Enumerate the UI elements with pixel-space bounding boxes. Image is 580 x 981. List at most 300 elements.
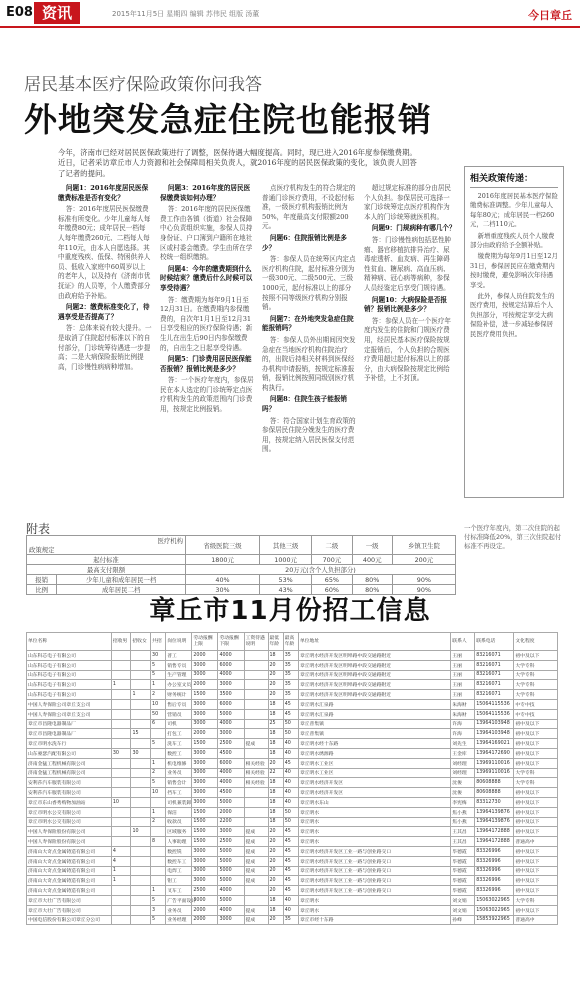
table-cell: 5000 [218, 876, 244, 886]
table-row [27, 846, 558, 856]
table-cell: 3000 [192, 846, 218, 856]
table-row [27, 856, 558, 866]
table-cell: 83216071 [475, 680, 514, 690]
table-cell: 机电维修 [166, 758, 192, 768]
table-row [27, 748, 558, 758]
recruit-title: 章丘市11月份招工信息 [149, 596, 431, 626]
table-cell: 5000 [218, 856, 244, 866]
table-cell: 13969110016 [475, 758, 514, 768]
table-cell: 5000 [218, 797, 244, 807]
table-cell [244, 748, 268, 758]
table-cell: 6 [151, 719, 166, 729]
table-cell: 营销员 [166, 709, 192, 719]
table-cell: 45 [283, 846, 298, 856]
column-header: 工资待遇说明 [244, 633, 268, 651]
table-cell [111, 690, 131, 700]
table-cell: 35 [283, 915, 298, 925]
table-cell [151, 876, 166, 886]
table-cell: 章丘明水绣源路 [298, 748, 450, 758]
table-cell: 初中及以下 [514, 886, 558, 896]
table-cell: 83326996 [475, 886, 514, 896]
table-cell: 章丘明水经十东路 [298, 739, 450, 749]
table-cell: 章丘明水经济开发区 [298, 788, 450, 798]
table-cell: 13964139876 [475, 817, 514, 827]
table-cell: 保洁 [166, 807, 192, 817]
table-cell: 15064115536 [475, 699, 514, 709]
table-cell: 18 [268, 817, 283, 827]
table-cell: 电焊工 [166, 866, 192, 876]
table-cell: 2500 [218, 739, 244, 749]
table-row [27, 758, 558, 768]
table-cell: 20 [268, 680, 283, 690]
table-cell: 20 [268, 886, 283, 896]
table-cell [244, 788, 268, 798]
table-cell: 18 [268, 905, 283, 915]
table-cell: 济南山大奇点金属铸造有限公司 [27, 876, 112, 886]
table-cell: 章丘市大壮广告有限公司 [27, 895, 112, 905]
table-cell: 3000 [192, 778, 218, 788]
table-cell: 18 [268, 895, 283, 905]
table-cell: 销售会计 [166, 778, 192, 788]
column-header: 其他三级 [260, 536, 312, 555]
table-cell [131, 856, 151, 866]
table-cell: 13964172888 [475, 837, 514, 847]
table-cell: 45 [283, 699, 298, 709]
table-cell [244, 699, 268, 709]
table-cell: 广告平面设计 [166, 895, 192, 905]
table-cell [111, 699, 131, 709]
table-cell [244, 797, 268, 807]
table-cell [111, 670, 131, 680]
table-cell: 章丘明水 [298, 837, 450, 847]
table-cell: 20 [268, 856, 283, 866]
table-cell: 3000 [192, 670, 218, 680]
table-cell: 毕德霞 [451, 866, 475, 876]
table-cell [131, 895, 151, 905]
table-cell: 焦小燕 [451, 807, 475, 817]
table-cell: 4000 [218, 886, 244, 896]
table-cell: 2 [151, 817, 166, 827]
table-cell [111, 768, 131, 778]
sidebar-paragraph: 缴费期为每年9月1日至12月31日，参保居民应在缴费期内按时缴费，避免影响次年待遇享受。 [470, 252, 558, 289]
table-cell: 章丘明水经济开发区工业一路与创业路交口 [298, 866, 450, 876]
table-cell: 章丘明水 [298, 827, 450, 837]
table-cell: 5 [151, 670, 166, 680]
table-cell: 济南山大奇点金属铸造有限公司 [27, 886, 112, 896]
table-cell: 18 [268, 797, 283, 807]
table-cell: 1500 [192, 837, 218, 847]
table-row [27, 690, 558, 700]
table-cell: 3000 [218, 827, 244, 837]
table-cell: 15064115536 [475, 709, 514, 719]
table-cell: 20 [268, 827, 283, 837]
table-cell: 章丘明水经济开发区明埠路中段交通路附近 [298, 680, 450, 690]
table-cell: 3000 [192, 709, 218, 719]
table-cell: 王丽 [451, 690, 475, 700]
table-cell: 初中及以下 [514, 797, 558, 807]
table-cell: 章丘明水东山 [298, 797, 450, 807]
table-cell [151, 856, 166, 866]
table-cell: 刘文娟 [451, 905, 475, 915]
table-cell: 35 [283, 680, 298, 690]
table-cell: 初中及以下 [514, 748, 558, 758]
table-cell: 45 [283, 709, 298, 719]
table-cell: 20 [268, 660, 283, 670]
table-cell: 中专中技 [514, 709, 558, 719]
row-label: 最高支付限额 [27, 565, 186, 575]
table-cell: 办公室文员 [166, 680, 192, 690]
table-cell [151, 748, 166, 758]
table-cell: 2500 [218, 837, 244, 847]
question-heading: 问题9：门规病种有哪几个？ [371, 224, 456, 233]
table-cell: 35 [283, 670, 298, 680]
table-cell: 司机兼装卸 [166, 797, 192, 807]
table-cell: 40 [283, 797, 298, 807]
table-row [27, 536, 456, 555]
table-cell [244, 660, 268, 670]
table-cell: 50 [283, 817, 298, 827]
table-cell: 王丽 [451, 651, 475, 661]
table-cell: 1 [111, 680, 131, 690]
table-cell: 章丘明水汇泉路 [298, 709, 450, 719]
table-cell [131, 797, 151, 807]
table-cell: 40 [283, 788, 298, 798]
table-row [27, 709, 558, 719]
table-cell: 章丘明水 [298, 895, 450, 905]
table-row [27, 797, 558, 807]
table-cell: 4000 [218, 651, 244, 661]
table-cell: 3000 [192, 768, 218, 778]
table-row [27, 768, 558, 778]
table-header-row [27, 633, 558, 651]
issue-meta: 2015年11月5日 星期四 编辑 苏伟民 组版 汤董 [112, 10, 260, 18]
table-cell: 18 [268, 651, 283, 661]
table-cell: 中国电信股份有限公司章丘分公司 [27, 915, 112, 925]
table-cell [131, 807, 151, 817]
table-cell: 章丘明水经济开发区明埠路中段交通路附近 [298, 651, 450, 661]
table-row [27, 827, 558, 837]
corner-bottom-label: 政策规定 [29, 546, 55, 554]
table-cell: 毕德霞 [451, 886, 475, 896]
table-cell: 6000 [218, 699, 244, 709]
table-cell: 章丘普集镇 [298, 719, 450, 729]
table-cell: 3000 [218, 729, 244, 739]
table-cell: 章丘市昌隆电器制品厂 [27, 729, 112, 739]
table-cell [244, 886, 268, 896]
table-cell: 中专中技 [514, 699, 558, 709]
table-cell: 朱海财 [451, 709, 475, 719]
sidebar-title: 相关政策传递： [470, 171, 558, 188]
table-cell: 90% [392, 575, 455, 585]
table-cell: 43% [260, 585, 312, 595]
table-cell: 洗车工 [166, 739, 192, 749]
table-cell [131, 866, 151, 876]
table-cell: 焦小燕 [451, 817, 475, 827]
table-cell: 20 [268, 876, 283, 886]
sidebar-paragraph: 2016年度居民基本医疗保险缴费标准调整。少年儿童每人每年80元；成年居民一档260元，二档110元。 [470, 192, 558, 229]
table-cell: 济南金猛工程机械有限公司 [27, 758, 112, 768]
table-cell: 1500 [192, 807, 218, 817]
table-cell [111, 817, 131, 827]
table-cell: 提成 [244, 866, 268, 876]
table-cell: 章丘普集镇 [298, 729, 450, 739]
table-cell: 章丘明水 [298, 817, 450, 827]
table-cell: 13964169021 [475, 739, 514, 749]
table-cell: 50 [151, 709, 166, 719]
table-cell: 3000 [192, 660, 218, 670]
table-cell: 安利莎汽车服装有限公司 [27, 788, 112, 798]
table-cell: 提成 [244, 876, 268, 886]
table-cell: 售后专员 [166, 699, 192, 709]
table-cell: 83216071 [475, 690, 514, 700]
table-note: 一个医疗年度内，第二次住院的起付标准降低20%，第三次住院起付标准不再设定。 [464, 524, 562, 550]
column-header: 招收男 [111, 633, 131, 651]
table-cell: 15 [131, 729, 151, 739]
table-cell: 初中及以下 [514, 651, 558, 661]
table-cell: 提成 [244, 837, 268, 847]
table-cell: 20万元(含个人负担部分) [186, 565, 456, 575]
table-cell: 20 [268, 915, 283, 925]
article-subtitle: 居民基本医疗保险政策你问我答 [24, 75, 262, 95]
table-cell: 2000 [218, 807, 244, 817]
table-cell: 章丘明水经济开发区工业一路与创业路交口 [298, 876, 450, 886]
table-cell: 3000 [192, 788, 218, 798]
table-cell: 普通高中 [514, 837, 558, 847]
table-cell: 济南山大奇点金属铸造有限公司 [27, 856, 112, 866]
table-row [27, 651, 558, 661]
table-cell: 40 [283, 739, 298, 749]
table-cell: 章丘明水经济开发区明埠路中段交通路附近 [298, 690, 450, 700]
table-cell: 沈俊 [451, 778, 475, 788]
table-cell: 50 [283, 807, 298, 817]
table-cell: 700元 [312, 555, 352, 565]
table-cell: 大学专科 [514, 670, 558, 680]
table-row [27, 575, 456, 585]
table-cell: 18 [268, 807, 283, 817]
table-cell: 初中及以下 [514, 866, 558, 876]
table-cell [151, 827, 166, 837]
table-cell: 章丘市东山香秀购物加油站 [27, 797, 112, 807]
table-cell: 初中及以下 [514, 788, 558, 798]
question-heading: 问题7：在外地突发急症住院能报销吗？ [262, 314, 354, 333]
table-cell: 销售专员 [166, 660, 192, 670]
table-corner [27, 536, 186, 555]
table-cell: 沈俊 [451, 788, 475, 798]
table-cell [111, 739, 131, 749]
table-cell: 20 [268, 670, 283, 680]
table-cell: 济南山大奇点金属铸造有限公司 [27, 866, 112, 876]
table-cell [131, 905, 151, 915]
table-cell: 3000 [192, 856, 218, 866]
policy-sidebar [464, 166, 564, 498]
question-heading: 问题8：住院生孩子能报销吗？ [262, 395, 348, 414]
table-cell: 18 [268, 778, 283, 788]
column-header: 岗位说明 [166, 633, 192, 651]
table-cell [131, 788, 151, 798]
table-cell: 2000 [192, 915, 218, 925]
table-cell: 83326996 [475, 856, 514, 866]
table-cell [244, 690, 268, 700]
table-cell: 大学专科 [514, 660, 558, 670]
table-cell: 初中及以下 [514, 846, 558, 856]
table-cell: 中国人寿保险股份有限公司 [27, 827, 112, 837]
table-cell: 40 [283, 768, 298, 778]
answer-paragraph: 答：参保人员外出期间因突发急症在当地医疗机构住院治疗的，出院后持相关材料到医保经办机构申请报销，按规定标准报销，报销比例按照同级别医疗机构执行。 [262, 335, 356, 392]
table-cell [111, 719, 131, 729]
table-cell: 刘文娟 [451, 895, 475, 905]
table-cell: 20 [268, 837, 283, 847]
table-cell: 初中及以下 [514, 856, 558, 866]
table-cell: 35 [283, 690, 298, 700]
table-cell: 王金库 [451, 748, 475, 758]
table-cell: 初中及以下 [514, 739, 558, 749]
table-cell: 5 [151, 660, 166, 670]
article-column-2 [160, 184, 254, 529]
table-cell [111, 905, 131, 915]
column-header: 联系电话 [475, 633, 514, 651]
table-cell: 收款员 [166, 817, 192, 827]
table-cell: 30 [151, 651, 166, 661]
table-row [27, 739, 558, 749]
table-cell: 初中及以下 [514, 719, 558, 729]
table-cell: 提成 [244, 915, 268, 925]
table-cell: 相关经验 [244, 758, 268, 768]
table-cell: 打包工 [166, 729, 192, 739]
table-cell: 83326996 [475, 876, 514, 886]
table-cell: 王丽 [451, 680, 475, 690]
table-cell: 数控铣 [166, 846, 192, 856]
table-cell [111, 778, 131, 788]
table-cell [111, 807, 131, 817]
table-cell: 3 [151, 905, 166, 915]
table-cell: 18 [268, 788, 283, 798]
table-cell: 李宪梅 [451, 797, 475, 807]
table-cell: 90% [392, 585, 455, 595]
table-cell: 13964172888 [475, 827, 514, 837]
table-cell: 60% [312, 585, 352, 595]
table-cell: 相关经验 [244, 778, 268, 788]
table-row [27, 660, 558, 670]
table-cell: 1500 [192, 827, 218, 837]
column-header: 联系人 [451, 633, 475, 651]
table-cell: 2200 [218, 817, 244, 827]
table-cell: 章丘市明水公交有限公司 [27, 817, 112, 827]
table-cell [111, 709, 131, 719]
table-cell: 3000 [192, 895, 218, 905]
table-cell: 45 [283, 827, 298, 837]
table-cell: 2000 [192, 729, 218, 739]
table-cell: 提成 [244, 905, 268, 915]
answer-paragraph: 点医疗机构发生的符合规定的普通门诊医疗费用，不设起付标准，一级医疗机构报销比例为50%，年度最高支付限额200元。 [262, 184, 356, 231]
table-cell: 13964103948 [475, 729, 514, 739]
table-cell: 40 [283, 905, 298, 915]
table-cell: 35 [283, 660, 298, 670]
table-row [27, 886, 558, 896]
row-label: 起付标准 [27, 555, 186, 565]
table-cell: 400元 [352, 555, 392, 565]
column-header: 文化程度 [514, 633, 558, 651]
table-cell: 15853922965 [475, 915, 514, 925]
table-cell: 3000 [192, 699, 218, 709]
answer-paragraph: 超过规定标准的部分由居民个人负担。参保居民可选择一家门诊统筹定点医疗机构作为本人的门诊统筹就医机构。 [364, 184, 452, 221]
column-header: 乡镇卫生院 [392, 536, 455, 555]
sidebar-paragraph: 新增重度残疾人员个人缴费部分由政府给予全额补贴。 [470, 231, 555, 250]
table-cell: 10 [151, 788, 166, 798]
table-cell: 5 [151, 778, 166, 788]
table-cell [131, 680, 151, 690]
answer-paragraph: 答：参保人员在统筹区内定点医疗机构住院，起付标准分别为一级300元、二级500元、三级1000元，起付标准以上的部分按照不同等级医疗机构分别报销。 [262, 255, 356, 312]
table-cell: 4500 [218, 748, 244, 758]
question-heading: 问题4：今年的缴费期到什么时候结束？缴费后什么时候可以享受待遇？ [160, 264, 253, 292]
table-cell [244, 807, 268, 817]
table-cell [131, 876, 151, 886]
sidebar-body [470, 192, 558, 492]
table-cell: 业务员 [166, 768, 192, 778]
table-cell [131, 768, 151, 778]
table-cell [131, 758, 151, 768]
table-row [27, 565, 456, 575]
table-cell: 王丽 [451, 660, 475, 670]
table-cell: 30 [131, 748, 151, 758]
column-header: 单位地址 [298, 633, 450, 651]
table-cell: 45 [283, 876, 298, 886]
table-cell: 20 [268, 690, 283, 700]
table-cell: 2 [151, 768, 166, 778]
table-cell: 5 [151, 915, 166, 925]
table-cell [244, 729, 268, 739]
table-cell [151, 846, 166, 856]
table-cell: 20 [268, 846, 283, 856]
article-headline: 外地突发急症住院也能报销 [24, 100, 432, 139]
table-cell: 80% [352, 575, 392, 585]
table-cell [244, 895, 268, 905]
page-header [0, 0, 580, 28]
table-cell: 200元 [392, 555, 455, 565]
question-heading: 问题6：住院报销比例是多少？ [262, 233, 348, 252]
table-cell: 83326996 [475, 866, 514, 876]
table-cell: 毕德霞 [451, 846, 475, 856]
table-cell [131, 699, 151, 709]
table-cell [131, 915, 151, 925]
table-cell: 83216071 [475, 660, 514, 670]
table-cell: 朱海财 [451, 699, 475, 709]
table-cell: 王其昌 [451, 827, 475, 837]
table-cell: 83312730 [475, 797, 514, 807]
table-cell: 45 [283, 886, 298, 896]
table-cell [111, 886, 131, 896]
table-cell: 50 [283, 719, 298, 729]
table-row [27, 699, 558, 709]
table-cell: 18 [268, 748, 283, 758]
attachment-label: 附表 [26, 522, 51, 536]
table-cell: 3000 [192, 719, 218, 729]
table-cell: 普工 [166, 651, 192, 661]
table-row [27, 788, 558, 798]
table-cell: 22 [268, 768, 283, 778]
question-heading: 问题1：2016年度居民医保缴费标准是否有变化？ [58, 184, 149, 202]
column-header: 最高年龄 [283, 633, 298, 651]
section-label: 资讯 [34, 2, 80, 24]
recruit-table [26, 632, 558, 925]
answer-paragraph: 答：门诊慢性病包括恶性肿瘤、器官移植抗排异治疗、尿毒症透析、血友病、再生障碍性贫血、糖尿病、高血压病、精神病、冠心病等病种，参保人员经鉴定后享受门规待遇。 [364, 235, 452, 292]
table-cell: 章丘市昌隆电器制品厂 [27, 719, 112, 729]
table-cell [131, 651, 151, 661]
table-cell: 2000 [192, 905, 218, 915]
table-cell: 大学专科 [514, 768, 558, 778]
table-cell: 刘先生 [451, 739, 475, 749]
table-cell: 相关经验 [244, 768, 268, 778]
table-cell: 大学专科 [514, 778, 558, 788]
